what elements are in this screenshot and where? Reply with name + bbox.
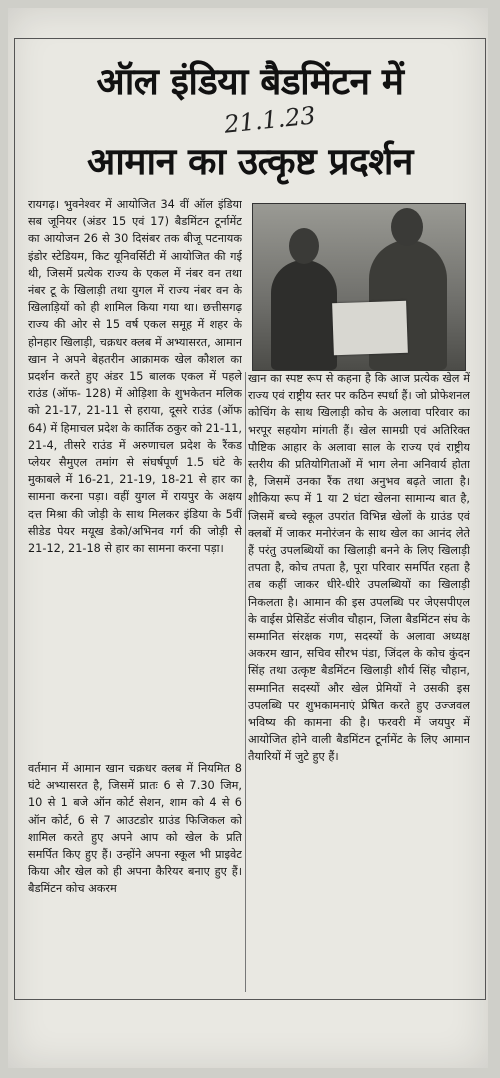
article-paragraph-3: खान का स्पष्ट रूप से कहना है कि आज प्रत्येक खेल में राज्य एवं राष्ट्रीय स्तर पर कठिन स्पर्धा हैं। जो प्रोफेशनल कोचिंग के साथ खिलाड़ी कोच के अलावा परिवार का भरपूर सहयोग मांगती हैं। खेल सामग्री एवं अतिरिक्त पौष्टिक आहार के अलावा साल के राज्य एवं राष्ट्रीय स्तरीय की प्रतियोगिताओं में भाग लेना अनिवार्य होता है, जिसमें उनका रैंक तथा अनुभव बढ़ते जाता है। शौकिया रूप में 1 या 2 घंटा खेलना सामान्य बात है, जिसमें बच्चे स्कूल उपरांत विभिन्न खेलों के ग्राउंड एवं क्लबों में जाकर मनोरंजन के साथ खेल का आनंद लेते हैं परंतु उपलब्धियों का खिलाड़ी बनने के लिए खिलाड़ी तपता है, कोच तपता है, पूरा परिवार समर्पित रहता है तब कहीं जाकर धीरे-धीरे उपलब्धियों का खिलाड़ी निकलता है। आमान की इस उपलब्धि पर जेएसपीएल के वाईस प्रेसिडेंट संजीव चौहान, जिला बैडमिंटन संघ के सम्मानित संरक्षक गण, सदस्यों के अलावा अध्यक्ष अकरम खान, सचिव सौरभ पंडा, जिंदल के कोच कुंदन सिंह तथा उत्कृष्ट बैडमिंटन खिलाड़ी शौर्य सिंह चौहान, सम्मानित सदस्यों और खेल प्रेमियों ने उसकी इस उपलब्धि पर शुभकामनाएं प्रेषित करते हुए उज्जवल भविष्य की कामना की है। फरवरी में जयपुर में आयोजित होने वाली बैडमिंटन टूर्नामेंट के लिए आमान तैयारियों में जुटे हुए हैं। [248, 372, 470, 764]
article-photo [252, 203, 466, 371]
article-column-1 [28, 196, 242, 756]
headline-line-2: आमान का उत्कृष्ट प्रदर्शन [87, 140, 413, 183]
column-divider [245, 372, 246, 992]
article-paragraph-2: वर्तमान में आमान खान चक्रधर क्लब में नियमित 8 घंटे अभ्यासरत है, जिसमें प्रातः 6 से 7.30 जिम, 10 से 1 बजे ऑन कोर्ट सेशन, शाम को 4 से 6 ऑन कोर्ट, 6 से 7 आउटडोर ग्राउंड फिजिकल को शामिल करते हुए अपने आप को खेल के प्रति समर्पित किए हुए हैं। उन्होंने अपना स्कूल भी प्राइवेट किया और खेल को ही अपना कैरियर बनाए हुए हैं। बैडमिंटन कोच अकरम [28, 762, 242, 896]
photo-person-left [271, 260, 337, 370]
photo-head-left [289, 228, 319, 264]
handwritten-date: 21.1.23 [222, 101, 317, 139]
headline-line-1: ऑल इंडिया बैडमिंटन में [96, 60, 404, 103]
article-column-2 [248, 370, 470, 990]
article-column-1-lower [28, 760, 242, 988]
article-paragraph-1: रायगढ़। भुवनेश्वर में आयोजित 34 वीं ऑल इंडिया सब जूनियर (अंडर 15 एवं 17) बैडमिंटन टूर्नामेंट का आयोजन 26 से 30 दिसंबर तक बीजू पटनायक इंडोर स्टेडियम, किट यूनिवर्सिटी में आयोजित की गई थी, जिसमें प्रत्येक राज्य के एकल में नंबर वन तथा नंबर टू के खिलाड़ी तथा युगल में राज्य नंबर वन के खिलाड़ियों को ही शामिल किया गया था। छत्तीसगढ़ राज्य की ओर से 15 वर्ष एकल समूह में शहर के होनहार खिलाड़ी, चक्रधर क्लब में अभ्यासरत, आमान खान ने अपने बेहतरीन आक्रामक खेल कौशल का प्रदर्शन करते हुए अंडर 15 बालक एकल में पहले राउंड (ऑफ- 128) में ओड़िशा के शुभकेतन मलिक को 21-17, 21-11 से हराया, दूसरे राउंड (ऑफ 64) में हिमाचल प्रदेश के कार्तिक ठकुर को 21-11, 21-4, तीसरे राउंड में अरुणाचल प्रदेश के रैंकड प्लेयर सैमुएल तमांग से संघर्षपूर्ण 1.5 घंटे के मुकाबले में 16-21, 21-19, 18-21 से हार का सामना करना पड़ा। वहीं युगल में रायपुर के अक्षय दत्त मिश्रा की जोड़ी के साथ मिलकर इंडिया के 5वीं सीडेड पेयर मयूख डेको/अभिनव गर्ग की जोड़ी से 21-12, 21-18 से हार का सामना करना पड़ा। [28, 198, 242, 556]
photo-certificate [332, 301, 408, 356]
photo-head-right [391, 208, 423, 246]
